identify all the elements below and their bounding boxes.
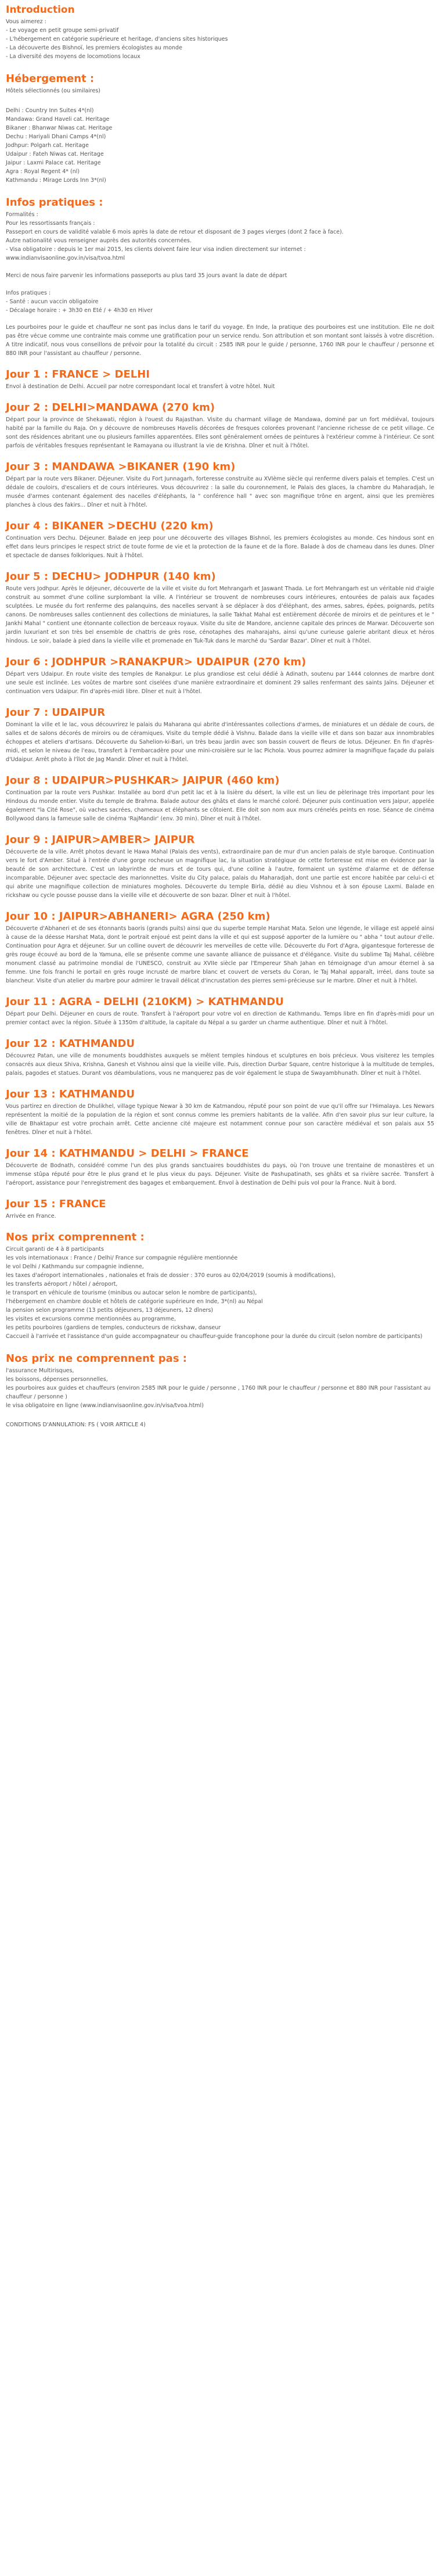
day-description: Découvrez Patan, une ville de monuments bouddhistes auxquels se mêlent temples hindous et sculptures en bois précieux. Vous visiterez les temples consacrés aux dieux Shiva, Krishna, Ganesh et Vishnou ainsi que la vieille ville. Puis, direction Durbar Square, centre historique à la multitude de temples, palais, pagodes et statues. Durant vos déambulations, vous ne manquerez pas de voir également le stupa de Swayambhunath. Dîner et nuit à l'hôtel. [6,1053,434,1077]
day-heading: Jour 3 : MANDAWA >BIKANER (190 km) [6,461,236,473]
day-heading: Jour 15 : FRANCE [6,1198,106,1210]
day-description: Envol à destination de Delhi. Accueil par notre correspondant local et transfert à votre hôtel. Nuit [6,383,275,390]
text-line: Passeport en cours de validité valable 6 mois après la date de retour et disposant de 3 pages vierges (dont 2 face à face). [6,229,344,235]
text-line: Autre nationalité vous renseigner auprès des autorités concernées. [6,238,192,244]
day-heading: Jour 13 : KATHMANDU [6,1088,135,1100]
text-line: Caccueil à l'arrivée et l'assistance d'un guide accompagnateur ou chauffeur-guide francophone pour la durée du circuit (selon nombre de participants) [6,1333,423,1340]
day-description: Départ pour Delhi. Déjeuner en cours de route. Transfert à l'aéroport pour votre vol en direction de Kathmandu. Temps libre en fin d'après-midi pour un premier contact avec la région. Située à 1350m d'altitude, la capitale du Népal a su garder un charme authentique. Dîner et nuit à l'hôtel. [6,1011,434,1026]
prix-non-comprennent-heading: Nos prix ne comprennent pas : [6,1352,187,1365]
text-line: Udaipur : Fateh Niwas cat. Heritage [6,151,104,157]
hebergement-section [6,69,434,185]
day-description: Départ pour la province de Shekawati, région à l'ouest du Rajasthan. Visite du charmant village de Mandawa, dominé par un fort médiéval, toujours habité par la famille du Raja. On y découvre de nombreuses Havelis décorées de fresques colorées provenant l'ancienne richesse de ce petit village. Ce sont des résidences abritant une ou plusieurs familles apparentées. Elles sont généralement ornées de peintures à l'extérieur comme à l'intérieur. Ce sont parfois de véritables fresques représentant le Ramayana ou illustrant la vie de Krishna. Dîner et nuit à l'hôtel. [6,417,434,449]
text-line: Jaipur : Laxmi Palace cat. Heritage [6,160,101,166]
prix-non-comprennent-list [6,1366,434,1410]
intro-list [6,17,434,61]
day-section [6,398,434,450]
text-line: Delhi : Country Inn Suites 4*(nl) [6,107,94,114]
hebergement-subtitle: Hôtels sélectionnés (ou similaires) [6,88,101,94]
text-line: Formalités : [6,211,38,218]
day-heading: Jour 14 : KATHMANDU > DELHI > FRANCE [6,1147,249,1160]
text-line: les boissons, dépenses personnelles, [6,1376,108,1383]
prix-comprennent-section [6,1228,434,1341]
day-heading: Jour 6 : JODHPUR >RANAKPUR> UDAIPUR (270 km) [6,656,306,668]
day-section [6,1144,434,1187]
text-line: la pension selon programme (13 petits déjeuners, 13 déjeuners, 12 dîners) [6,1307,214,1314]
day-heading: Jour 7 : UDAIPUR [6,706,106,719]
text-line: le visa obligatoire en ligne (www.indianvisaonline.gov.in/visa/tvoa.html) [6,1402,204,1409]
text-line: les taxes d'aéroport internationales , nationales et frais de dossier : 370 euros au 02/04/2019 (soumis à modifications), [6,1272,336,1279]
prix-comprennent-heading: Nos prix comprennent : [6,1231,145,1243]
infos-heading: Infos pratiques : [6,196,103,209]
text-line: - La diversité des moyens de locomotions locaux [6,53,140,60]
day-section [6,771,434,823]
day-description: Dominant la ville et le lac, vous découvrirez le palais du Maharana qui abrite d'intéressantes collections d'armes, de miniatures et un dédale de cours, de salles et de salons décorés de miroirs ou de céramiques. Visite du temple dédié à Vishnu. Balade dans la vieille ville et dans son bazar aux innombrables échoppes et ateliers d'artisans. Découverte du Sahelion-ki-Bari, un très beau jardin avec son bassin couvert de fleurs de lotus. Déjeuner. En fin d'après-midi, et selon le niveau de l'eau, transfert à l'embarcadère pour une mini-croisière sur le lac Pichola. Vous pourrez admirer la magnifique façade du palais d'Udaipur. Arrêt photo à l'îlot de Jag Mandir. Dîner et nuit à l'hôtel. [6,722,434,763]
day-section [6,652,434,696]
text-line: Bikaner : Bhanwar Niwas cat. Heritage [6,125,113,131]
hebergement-subtitle-wrap [6,87,434,104]
day-heading: Jour 10 : JAIPUR>ABHANERI> AGRA (250 km) [6,910,271,923]
day-description: Découverte de la ville. Arrêt photos devant le Hawa Mahal (Palais des vents), extraordinaire pan de mur d'un ancien palais de style baroque. Continuation vers le fort d'Amber. Situé à l'entrée d'une gorge rocheuse un magnifique lac, la situation stratégique de cette forteresse est mise en évidence par la beauté de son architecture. C'est un labyrinthe de murs et de tours qui, d'une colline à l'autre, formaient un système d'alarme et de défense incomparable. Déjeuner avec spectacle des marionnettes. Visite du City palace, palais du Maharadjah, dont une partie est encore habitée par celui-ci et qui abrite une magnifique collection de miniatures mogholes. Découverte du temple Birla, dédié au dieu Vishnou et à son épouse Laxmi. Balade en rickshaw ou cycle pousse pousse dans la vieille ville et découverte de son bazar. Dîner et nuit à l'hôtel. [6,849,434,899]
text-line: les pourboires aux guides et chauffeurs (environ 2585 INR pour le guide / personne , 1760 INR pour le chauffeur / personne et 880 INR pour l'assistant au chauffeur / personne ) [6,1385,431,1400]
text-line: Circuit garanti de 4 à 8 participants [6,1246,104,1253]
day-heading: Jour 11 : AGRA - DELHI (210KM) > KATHMANDU [6,996,284,1008]
day-heading: Jour 5 : DECHU> JODHPUR (140 km) [6,571,216,583]
text-line: les visites et excursions comme mentionnées au programme, [6,1316,176,1322]
text-line: les vols internationaux : France / Delhi/ France sur compagnie régulière mentionnée [6,1255,238,1261]
day-section [6,1034,434,1078]
text-line [6,263,434,271]
conditions-wrap [6,1420,434,1429]
text-line: - Visa obligatoire : depuis le 1er mai 2015, les clients doivent faire leur visa indien directement sur internet : [6,246,306,253]
day-description: Arrivée en France. [6,1213,56,1219]
infos-section [6,193,434,358]
text-line: Pour les ressortissants français : [6,220,95,227]
text-line: www.indianvisaonline.gov.in/visa/tvoa.html [6,255,125,261]
itinerary [6,365,434,1221]
text-line: - Le voyage en petit groupe semi-privatif [6,27,119,34]
text-line: Kathmandu : Mirage Lords Inn 3*(nl) [6,177,106,184]
text-line: le transport en véhicule de tourisme (minibus ou autocar selon le nombre de participants), [6,1290,257,1296]
text-line: les petits pourboires (gardiens de temples, conducteurs de rickshaw, danseur [6,1325,221,1331]
day-description: Continuation vers Dechu. Déjeuner. Balade en jeep pour une découverte des villages Bishnoï, les premiers écologistes au monde. Ces hindous sont en effet dans leurs principes le respect strict de toute forme de vie et la protection de la faune et de la flore. Balade à dos de chameau dans les dunes. Dîner et spectacle de danses folkloriques. Nuit à l'hôtel. [6,535,434,559]
day-heading: Jour 12 : KATHMANDU [6,1038,135,1050]
infos-list [6,210,434,315]
day-section [6,703,434,764]
day-description: Départ vers Udaipur. En route visite des temples de Ranakpur. Le plus grandiose est celui dédié à Adinath, soutenu par 1444 colonnes de marbre dont une seule est inclinée. Les voûtes de marbre sont ciselées d'une manière extraordinaire et dominent 29 salles renfermant des saints Jaïns. Déjeuner et continuation vers Udaipur. Fin d'après-midi libre. Dîner et nuit à l'hôtel. [6,671,434,695]
text-line: Dechu : Hariyali Dhani Camps 4*(nl) [6,134,106,140]
day-description: Découverte d'Abhaneri et de ses étonnants baoris (grands puits) ainsi que du superbe temple Harshat Mata. Selon une légende, le village est appelé ainsi à cause de la déesse Harshat Mata, dont le portrait enjoué est peint dans la ville et qui est supposé apporter de la lumière ou " abha " tout autour d'elle. Continuation pour Agra et déjeuner. Sur un colline ouvert de découvrir les merveilles de cette ville. Découverte du Fort d'Agra, gigantesque forteresse de grès rouge écouvé au bord de la Yamuna, elle se présente comme une savante alliance de puissance et d'élégance. Visite du sublime Taj Mahal, célèbre monument classé au patrimoine mondial de l'UNESCO, construit au XVIIe siècle par l'Empereur Shah Jahan en témoignage d'un amour éternel à sa femme. Une fois franchi le portail en grès rouge incrusté de marbre blanc et couvert de versets du Coran, le Taj Mahal apparaît, irréel, dans toute sa blancheur. Visite d'un atelier du marbre pour admirer le travail délicat d'incrustation des pierres semi-précieuse sur le marbre. Dîner et nuit à l'hôtel. [6,925,434,984]
spacer [6,95,434,104]
text-line: - L'hébergement en catégorie supérieure et heritage, d'anciens sites historiques [6,36,228,42]
text-line: - Santé : aucun vaccin obligatoire [6,299,99,305]
day-description: Découverte de Bodnath, considéré comme l'un des plus grands sanctuaires bouddhistes du pays, où l'on trouve une trentaine de monastères et un immense stûpa réputé pour être le plus grand et le plus vieux du pays. Déjeuner. Visite de Pashupatinath, ses ghâts et sa rivière sacrée. Transfert à l'aéroport, assistance pour l'enregistrement des bagages et embarquement. Envol à destination de Delhi puis vol pour la France. Nuit à bord. [6,1163,434,1186]
day-section [6,1194,434,1221]
text-line: Infos pratiques : [6,290,51,296]
intro-section [6,0,434,61]
day-description: Vous partirez en direction de Dhulikhel, village typique Newar à 30 km de Katmandou, réputé pour son point de vue qu'il offre sur l'Himalaya. Les Newars représentent la moitié de la population de la région et sont connus comme les premiers habitants de la vallée. Afin d'en savoir plus sur leur culture, la ville de Bhaktapur est votre prochain arrêt. Cette ancienne cité majeure est notamment connue pour son caractère médiéval et son palais aux 55 fenêtres. Dîner et nuit à l'hôtel. [6,1103,434,1136]
text-line: - La découverte des Bishnoï, les premiers écologistes au monde [6,45,182,51]
day-description: Continuation par la route vers Pushkar. Installée au bord d'un petit lac et à la lisière du désert, la ville est un lieu de pèlerinage très important pour les Hindous du monde entier. Visite du temple de Brahma. Balade autour des ghâts et dans le marché coloré. Déjeuner puis continuation vers Jaipur, appelée également "la Cité Rose", où vaches sacrées, chameaux et éléphants se côtoient. Elle doit son nom aux murs crénelés peints en rose. Séance de cinéma Bollywood dans la fameuse salle de cinéma 'RajMandir' (env. 30 min). Dîner et nuit à l'hôtel. [6,790,434,822]
prix-comprennent-list [6,1245,434,1341]
day-section [6,907,434,985]
day-description: Départ par la route vers Bikaner. Déjeuner. Visite du Fort Junnagarh, forteresse construite au XVIème siècle qui renferme divers palais et temples. C'est un dédale de couloirs, d'escaliers et de cours intérieures. Vous découvrirez : la salle du couronnement, le Palais des glaces, la chambre du Maharadjah, le musée d'armes contenant également des nacelles d'éléphants, la " conférence hall " avec son magnifique trône en argent, ainsi que les premières planches à clous des fakirs... Dîner et nuit à l'hôtel. [6,476,434,508]
day-section [6,830,434,900]
day-heading: Jour 2 : DELHI>MANDAWA (270 km) [6,401,215,414]
pourboires-paragraph: Les pourboires pour le guide et chauffeur ne sont pas inclus dans le tarif du voyage. En Inde, la pratique des pourboires est une institution. Elle ne doit pas être vécue comme une contrainte mais comme une gratification pour un service rendu. Son attribution et son montant sont laissés à votre discrétion. A titre indicatif, nous vous conseillons de prévoir pour la totalité du circuit : 2585 INR pour le guide / personne, 1760 INR pour le chauffeur / personne et 880 INR pour l'assistant au chauffeur / personne. [6,324,434,357]
day-section [6,1085,434,1137]
day-heading: Jour 9 : JAIPUR>AMBER> JAIPUR [6,834,195,846]
day-section [6,365,434,391]
hebergement-heading: Hébergement : [6,73,95,85]
conditions-annulation: CONDITIONS D'ANNULATION: FS ( VOIR ARTICLE 4) [6,1422,146,1428]
text-line: l'assurance Multirisques, [6,1368,74,1374]
day-section [6,457,434,510]
day-section [6,516,434,560]
text-line [6,280,434,289]
text-line: Mandawa: Grand Haveli cat. Heritage [6,116,110,123]
text-line: le vol Delhi / Kathmandu sur compagnie indienne, [6,1264,144,1270]
text-line: les transferts aéroport / hôtel / aéroport, [6,1281,118,1287]
day-section [6,992,434,1027]
text-line: Merci de nous faire parvenir les informations passeports au plus tard 35 jours avant la date de départ [6,272,287,279]
day-heading: Jour 1 : FRANCE > DELHI [6,368,150,381]
day-section [6,567,434,645]
intro-heading: Introduction [6,4,75,16]
day-heading: Jour 8 : UDAIPUR>PUSHKAR> JAIPUR (460 km) [6,774,280,787]
text-line: l'hébergement en chambre double et hôtels de catégorie supérieure en Inde, 3*(nl) au Népal [6,1298,263,1305]
hotel-list [6,106,434,185]
text-line: Agra : Royal Regent 4* (nl) [6,168,80,175]
day-heading: Jour 4 : BIKANER >DECHU (220 km) [6,520,214,532]
text-line: Vous aimerez : [6,19,46,25]
text-line: Jodhpur: Polgarh cat. Heritage [6,142,89,149]
day-description: Route vers Jodhpur. Après le déjeuner, découverte de la ville et visite du fort Mehrangarh et Jaswant Thada. Le fort Mehrangarh est un véritable nid d'aigle construit au sommet d'une colline surplombant la ville. A l'intérieur se trouvent de nombreuses cours intérieures, entourées de palais aux façades sculptées. Le musée du fort renferme des palanquins, des nacelles servant à se déplacer à dos d'éléphant, des armes, sabres, épées, poignards, petits canons. De nombreuses salles contiennent des collections de miniatures, la salle Takhat Mahal est entièrement décorée de miroirs et de peintures et le " Jankhi Mahal " contient une étonnante collection de berceaux royaux. Visite du site de Mandore, ancienne capitale des princes de Marwar. Découverte son jardin luxuriant et son très bel ensemble de chattris de grès rose, cénotaphes des maharajahs, ainsi qu'une curieuse galerie abritant dieux et héros hindous. Le soir, balade à pied dans la vieille ville et promenade en Tuk-Tuk dans le marché du 'Sardar Bazar'. Dîner et nuit à l'hôtel. [6,586,434,644]
prix-non-comprennent-section [6,1349,434,1410]
text-line: - Décalage horaire : + 3h30 en Eté / + 4h30 en Hiver [6,307,153,314]
